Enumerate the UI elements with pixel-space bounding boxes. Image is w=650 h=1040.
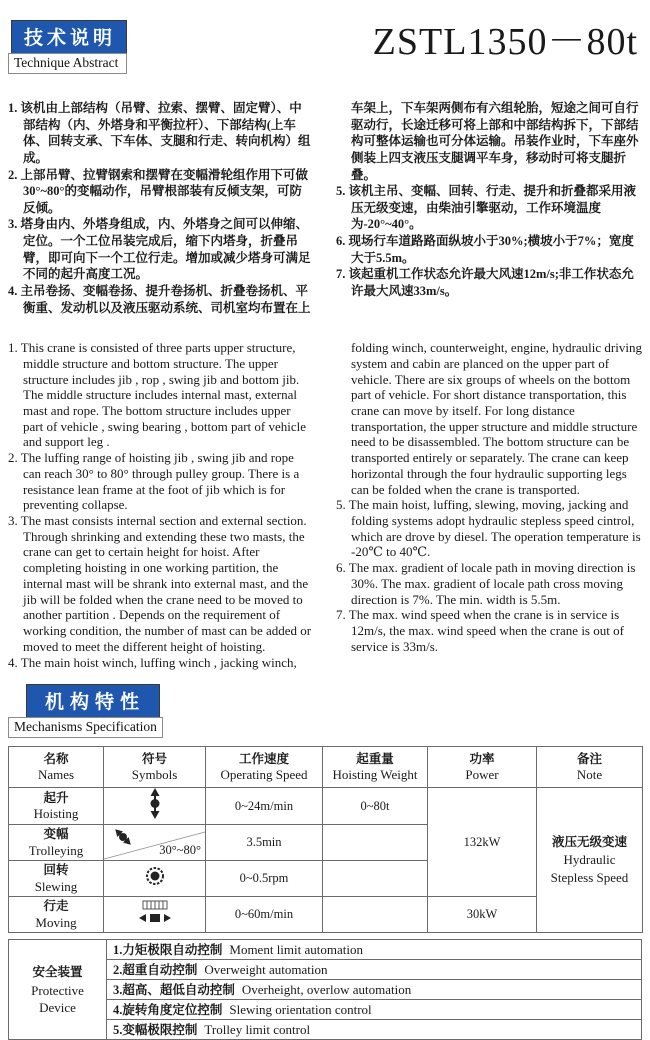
en-item: 5. The main hoist, luffing, slewing, moving, jacking and folding systems adopt hydraulic stepless speed cintrol, which are drove by diesel. The operation temperature is -20℃ to 40℃. — [336, 497, 641, 560]
cn-item-continuation: 车架上，下车架两侧布有六组轮胎，短途之间可自行驱动行，长途迁移可将上部和中部结构拆下，下部结构可整体运输也可分体运输。吊装作业时，下车座外侧装上四支液压支腿调平车身，移动时可将支腿折叠。 — [351, 101, 639, 182]
en-item-continuation: folding winch, counterweight, engine, hydraulic driving system and cabin are planced on the upper part of vehicle. There are six groups of wheels on the bottom part of vehicle. For short distance transportation, this crane can move by itself. For long distance transportation, the upper structure and middle structure need to be disassembled. The bottom structure can be transported entirely or separately. The crane can keep horizontal through the four hydraulic supporting legs can be folded when the crane is transported. — [351, 340, 642, 497]
speed-cell: 3.5min — [206, 825, 323, 861]
safety-item: 1.力矩极限自动控制 Moment limit automation — [107, 940, 642, 960]
cn-item: 2. 上部吊臂、拉臂钢索和摆臂在变幅滑轮组作用下可做30°~80°的变幅动作，吊臂根部装有反倾支架，可防反倾。 — [8, 167, 309, 215]
technique-abstract-body — [8, 100, 642, 670]
col-header-symbols: 符号 Symbols — [104, 747, 206, 788]
cn-item: 6. 现场行车道路路面纵坡小于30%;横坡小于7%；宽度大于5.5m。 — [336, 234, 634, 265]
vertical-double-arrow-icon — [147, 788, 163, 819]
mechanisms-table — [8, 746, 643, 933]
weight-cell — [323, 861, 428, 897]
cn-item: 7. 该起重机工作状态允许最大风速12m/s;非工作状态允许最大风速33m/s。 — [336, 267, 634, 298]
en-item: 7. The max. wind speed when the crane is in service is 12m/s, the max. wind speed when the crane is out of service is 33m/s. — [336, 607, 624, 654]
badge-en-label: Technique Abstract — [8, 53, 127, 74]
mechanisms-specification-badge — [8, 684, 163, 738]
name-cell: 变幅 Trolleying — [9, 825, 104, 861]
safety-row — [9, 940, 642, 960]
cn-item: 5. 该机主吊、变幅、回转、行走、提升和折叠都采用液压无级变速，由柴油引擎驱动，工作环境温度为-20°~40°。 — [336, 184, 637, 232]
name-cell: 回转 Slewing — [9, 861, 104, 897]
table-row-hoisting — [9, 788, 643, 825]
name-cell: 起升 Hoisting — [9, 788, 104, 825]
cn-item: 3. 塔身由内、外塔身组成，内、外塔身之间可以伸缩、定位。一个工位吊装完成后，缩下内塔身，折叠吊臂，即可向下一个工位行走。增加或减少塔身可满足不同的起升高度工况。 — [8, 217, 311, 282]
diagonal-double-arrow-icon — [112, 826, 134, 848]
col-header-power: 功率 Power — [428, 747, 537, 788]
hoisting-symbol-cell — [104, 788, 206, 825]
en-item: 3. The mast consists internal section and external section. Through shrinking and extending these two masts, the crane can get to certain height for hoist. After completing hoisting in one working partition, the internal mast will be shrank into external mast, and the jib will be folded when the crane need to be moved to another partition . Depends on the requirement of working condition, the number of mast can be added or moved to meet the different height of hoisting. — [8, 513, 312, 654]
speed-cell: 0~0.5rpm — [206, 861, 323, 897]
badge-cn-label: 技术说明 — [11, 20, 127, 53]
name-cell: 行走 Moving — [9, 897, 104, 933]
trolleying-symbol-cell — [104, 825, 206, 861]
table-header-row — [9, 747, 643, 788]
en-column-left — [8, 340, 314, 670]
en-item: 4. The main hoist winch, luffing winch , jacking winch, — [8, 654, 297, 670]
safety-item: 2.超重自动控制 Overweight automation — [107, 960, 642, 980]
page-header — [8, 20, 642, 74]
speed-cell: 0~60m/min — [206, 897, 323, 933]
en-item: 6. The max. gradient of locale path in moving direction is 30%. The max. gradient of locale path cross moving direction is 7%. The min. width is 5.5m. — [336, 560, 636, 607]
safety-item: 5.变幅极限控制 Trolley limit control — [107, 1020, 642, 1040]
en-column-right — [336, 340, 642, 670]
en-item: 1. This crane is consisted of three parts upper structure, middle structure and bottom structure. The upper structure includes jib , rop , swing jib and bottom jib. The middle structure includes internal mast, external mast and rope. The bottom structure includes upper part of vehicle , swing bearing , bottom part of vehicle and support leg . — [8, 340, 307, 450]
cn-column-left — [8, 100, 314, 316]
note-cell-merged: 液压无级变速 Hydraulic Stepless Speed — [537, 788, 643, 933]
badge-en-label: Mechanisms Specification — [8, 717, 163, 738]
model-title: ZSTL1350－80t — [372, 21, 638, 63]
col-header-names: 名称 Names — [9, 747, 104, 788]
cn-item: 4. 主吊卷扬、变幅卷扬、提升卷扬机、折叠卷扬机、平衡重、发动机以及液压驱动系统、司机室均布置在上 — [8, 283, 311, 315]
weight-cell: 0~80t — [323, 788, 428, 825]
safety-item: 4.旋转角度定位控制 Slewing orientation control — [107, 1000, 642, 1020]
weight-cell — [323, 825, 428, 861]
technique-abstract-badge — [8, 20, 127, 74]
col-header-hoisting-weight: 起重量 Hoisting Weight — [323, 747, 428, 788]
speed-cell: 0~24m/min — [206, 788, 323, 825]
weight-cell — [323, 897, 428, 933]
power-cell-moving: 30kW — [428, 897, 537, 933]
cn-item: 1. 该机由上部结构（吊臂、拉索、摆臂、固定臂）、中部结构（内、外塔身和平衡拉杆）、下部结构(上车体、回转支承、下车体、支腿和行走、转向机构）组成。 — [8, 101, 311, 165]
luffing-range-label: 30°~80° — [159, 843, 201, 858]
col-header-note: 备注 Note — [537, 747, 643, 788]
track-travel-icon — [136, 899, 174, 926]
rotation-circle-icon — [145, 866, 165, 886]
protective-device-label-cell: 安全装置 Protective Device — [9, 940, 107, 1040]
col-header-operating-speed: 工作速度 Operating Speed — [206, 747, 323, 788]
cn-column-right — [336, 100, 642, 316]
en-item: 2. The luffing range of hoisting jib , swing jib and rope can reach 30° to 80° through pulley group. There is a resistance lean frame at the foot of jib which is for preventing collapse. — [8, 450, 300, 513]
badge-cn-label: 机构特性 — [26, 684, 160, 717]
safety-item: 3.超高、超低自动控制 Overheight, overlow automation — [107, 980, 642, 1000]
slewing-symbol-cell — [104, 861, 206, 897]
protective-device-table — [8, 939, 642, 1040]
power-cell-merged: 132kW — [428, 788, 537, 897]
moving-symbol-cell — [104, 897, 206, 933]
